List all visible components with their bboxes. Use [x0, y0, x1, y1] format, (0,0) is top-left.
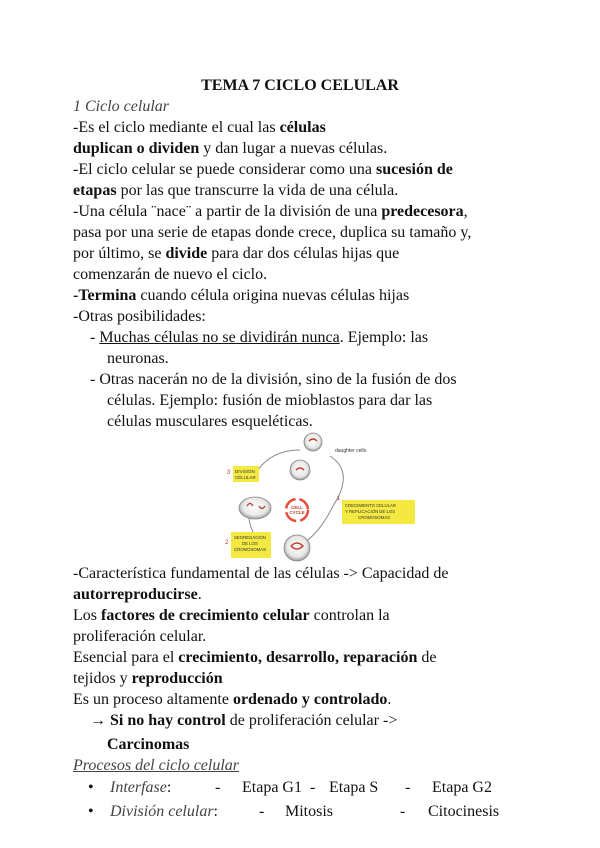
growth-label: CRECIMIENTO CELULAR — [345, 503, 397, 508]
daughter-cell — [304, 433, 322, 451]
paragraph-line: comenzarán de nuevo el ciclo. — [73, 266, 268, 283]
division-label: CELULAR — [235, 475, 256, 480]
paragraph-line: → Si no hay control de proliferación celular -> — [90, 712, 398, 729]
daughter-cells-label: daughter cells — [335, 448, 367, 454]
paragraph-line: pasa por una serie de etapas donde crece, duplica su tamaño y, — [73, 224, 472, 241]
paragraph-line: -Otras posibilidades: — [73, 308, 206, 325]
paragraph-line: autorreproducirse. — [73, 586, 202, 603]
cell-cycle-diagram — [225, 432, 415, 567]
paragraph-line: Los factores de crecimiento celular controlan la — [73, 607, 390, 624]
section-heading-ciclo: 1 Ciclo celular — [73, 98, 169, 115]
growth-label: Y REPLICACIÓN DE LOS — [345, 509, 396, 514]
cell-cycle-text: CYCLE — [289, 510, 305, 515]
section-heading-procesos: Procesos del ciclo celular — [73, 757, 240, 774]
paragraph-line: -Característica fundamental de las células -> Capacidad de — [73, 565, 449, 582]
growing-cell — [284, 535, 310, 561]
growth-label: CROMOSOMAS — [358, 515, 390, 520]
paragraph-line: Esencial para el crecimiento, desarrollo, reparación de — [73, 649, 437, 666]
bullet-icon: • — [88, 779, 94, 796]
step-number-1: 1 — [337, 496, 341, 502]
arrow-icon: → — [90, 712, 110, 729]
daughter-cell — [290, 460, 310, 480]
dividing-cell — [239, 497, 271, 519]
list-item-continuation: células musculares esqueléticas. — [107, 413, 313, 430]
list-item-division: • División celular: - Mitosis - Citocinesis — [88, 803, 500, 820]
list-item-continuation: neuronas. — [107, 350, 169, 367]
list-item: - Otras nacerán no de la división, sino de la fusión de dos — [90, 371, 457, 388]
paragraph-line: duplican o dividen y dan lugar a nuevas células. — [73, 140, 388, 157]
list-item-interfase: • Interfase: - Etapa G1 - Etapa S - Etapa G2 — [88, 779, 492, 796]
page-title: TEMA 7 CICLO CELULAR — [201, 77, 399, 94]
paragraph-line: proliferación celular. — [73, 628, 207, 645]
paragraph-line: -Una célula ¨nace¨ a partir de la división de una predecesora, — [73, 203, 468, 220]
bullet-icon: • — [88, 803, 94, 820]
segregation-label: CROMOSOMAS — [234, 547, 266, 552]
paragraph-line: etapas por las que transcurre la vida de una célula. — [73, 182, 399, 199]
paragraph-line: Es un proceso altamente ordenado y controlado. — [73, 691, 392, 708]
paragraph-line: -Termina cuando célula origina nuevas células hijas — [73, 287, 410, 304]
step-number-3: 3 — [227, 470, 231, 476]
list-item: - Muchas células no se dividirán nunca. Ejemplo: las — [90, 329, 429, 346]
step-number-2: 2 — [225, 540, 229, 546]
segregation-label: SEGREGACIÓN — [234, 535, 266, 540]
paragraph-line: por último, se divide para dar dos células hijas que — [73, 245, 400, 262]
segregation-label: DE LOS — [242, 541, 258, 546]
division-label: DIVISIÓN — [235, 469, 255, 474]
cell-cycle-text: CELL — [291, 505, 303, 510]
paragraph-line: -El ciclo celular se puede considerar como una sucesión de — [73, 161, 453, 178]
paragraph-line: tejidos y reproducción — [73, 670, 223, 687]
paragraph-line: -Es el ciclo mediante el cual las células — [73, 119, 326, 136]
paragraph-line: Carcinomas — [107, 736, 190, 753]
list-item-continuation: células. Ejemplo: fusión de mioblastos para dar las — [107, 392, 433, 409]
